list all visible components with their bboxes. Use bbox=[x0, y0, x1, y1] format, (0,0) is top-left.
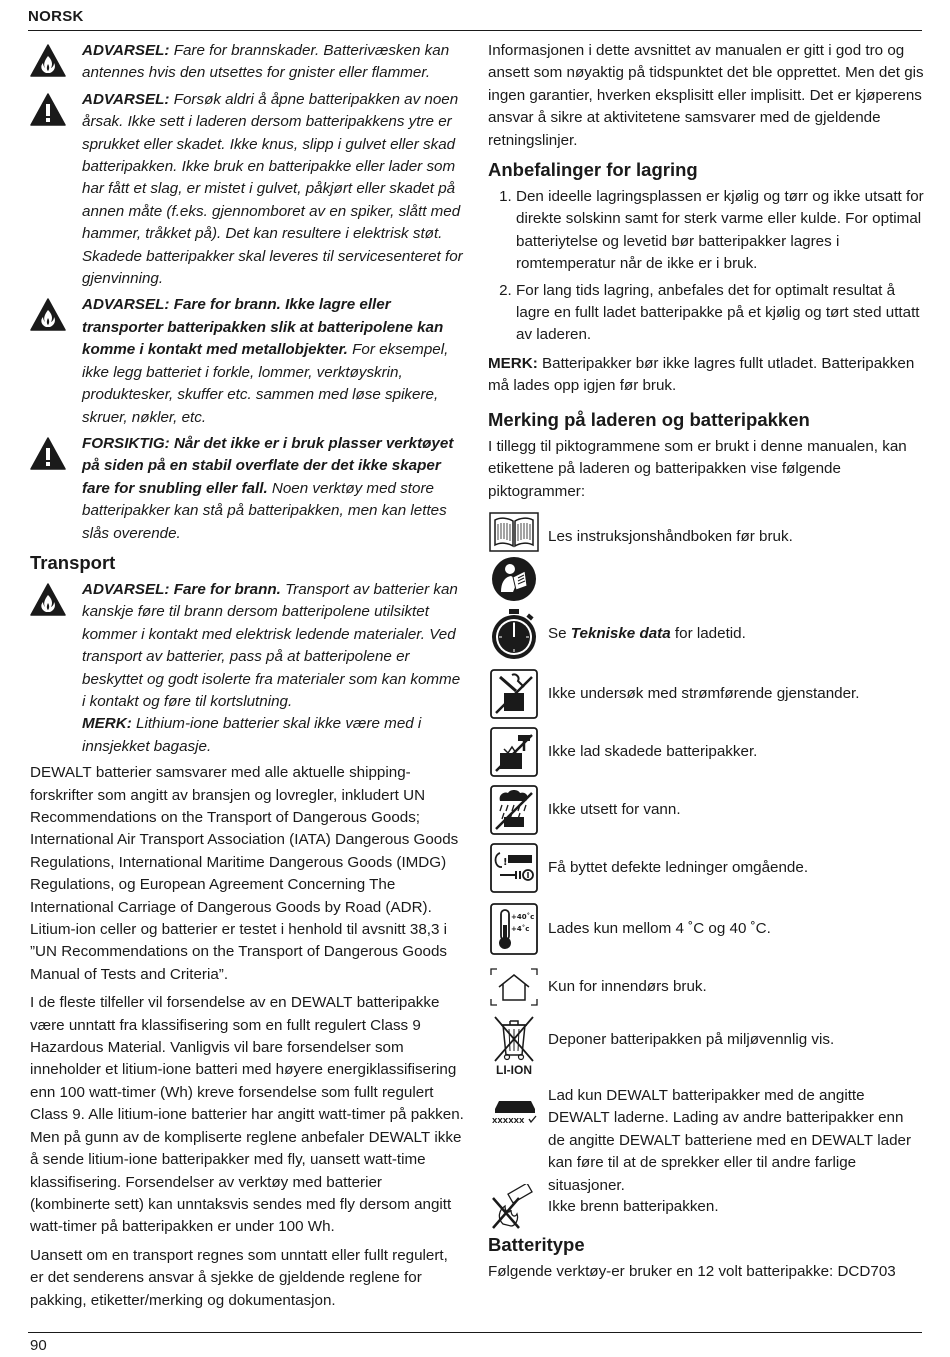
caution-tip-over bbox=[30, 433, 464, 545]
brand-rest: EWALT bbox=[379, 1128, 431, 1146]
shipping-compliance-paragraph bbox=[30, 762, 464, 986]
picto-read-manual bbox=[488, 511, 924, 603]
thermometer-icon bbox=[490, 903, 538, 955]
picto-temperature bbox=[488, 897, 924, 961]
brand-initial: D bbox=[618, 1131, 630, 1149]
note-lead: MERK: bbox=[82, 715, 132, 733]
indoor-house-icon bbox=[489, 967, 539, 1007]
picto-caption: Ikke utsett for vann. bbox=[548, 800, 681, 818]
fire-warning-icon bbox=[30, 44, 66, 77]
caption-text: laderne. Lading av andre batteripakker enn de angitte bbox=[548, 1109, 904, 1149]
header-divider bbox=[28, 30, 922, 31]
stopwatch-icon bbox=[489, 608, 539, 660]
picto-no-probe bbox=[488, 665, 924, 723]
picto-no-damaged bbox=[488, 723, 924, 781]
li-ion-label: LI-ION bbox=[496, 1062, 532, 1077]
picto-caption: Lades kun mellom 4 ˚C og 40 ˚C. bbox=[548, 919, 771, 937]
brand-rest: EWALT bbox=[558, 1109, 610, 1127]
transport-heading: Transport bbox=[30, 551, 116, 573]
brand-initial: D bbox=[30, 764, 41, 782]
warning-transport-fire bbox=[30, 579, 464, 758]
caption-text: lader kan føre til at de sprekker eller til andre farlige situasjoner. bbox=[548, 1131, 912, 1194]
paragraph-text: batterier samsvarer med alle aktuelle shipping-forskrifter som angitt av bransjen og lovregler, inkludert UN Recommendations on the Transport of Dangerous Goods; International Air Transport Association (IATA) Dangerous Goods Regulations, International Maritime Dangerous Goods (IMDG) Regulations, og European Agreement Concerning The International Carriage of Dangerous Goods by Road (ADR). Litium-ion celler og batterier er testet i henhold til avsnitt 38,3 i ”UN Recommendations on the Transport of Dangerous Goods Manual of Tests and Criteria”. bbox=[30, 764, 459, 983]
model-placeholder-label: XXXXXX bbox=[492, 1116, 525, 1125]
exclamation-warning-icon bbox=[30, 437, 66, 470]
brand-initial: D bbox=[606, 1086, 618, 1104]
no-damaged-battery-icon bbox=[490, 727, 538, 777]
storage-heading: Anbefalinger for lagring bbox=[488, 159, 698, 181]
note-text: Lithium-ione batterier skal ikke være med i innsjekket bagasje. bbox=[82, 715, 422, 755]
picto-no-water bbox=[488, 781, 924, 839]
picto-caption: Kun for innendørs bruk. bbox=[548, 977, 707, 995]
warning-open-battery bbox=[30, 89, 464, 291]
picto-caption: Få byttet defekte ledninger omgående. bbox=[548, 858, 809, 876]
no-burn-icon bbox=[489, 1184, 539, 1230]
battery-type-heading: Batteritype bbox=[488, 1233, 585, 1255]
caption-text: Se bbox=[548, 624, 571, 642]
language-header: NORSK bbox=[28, 8, 84, 25]
picto-caption bbox=[548, 1085, 924, 1197]
crossed-bin-icon bbox=[491, 1015, 537, 1063]
footer-divider bbox=[28, 1332, 922, 1333]
charger-battery-icon bbox=[489, 1095, 539, 1125]
picto-dispose bbox=[488, 1013, 924, 1079]
storage-list bbox=[488, 186, 924, 347]
right-column bbox=[488, 40, 924, 1289]
picto-caption: Ikke undersøk med strømførende gjenstander. bbox=[548, 684, 860, 702]
warning-text: Fare for brannskader. Batterivæsken kan antennes hvis den utsettes for gnister eller flammer. bbox=[82, 42, 450, 82]
defective-cord-icon bbox=[490, 843, 538, 893]
caption-text: batteripakker med de angitte bbox=[667, 1086, 865, 1104]
page-number: 90 bbox=[30, 1337, 47, 1354]
paragraph-text: I de fleste tilfeller vil forsendelse av en bbox=[30, 994, 291, 1012]
warning-text: Forsøk aldri å åpne batteripakken av noen årsak. Ikke sett i laderen dersom batteripakkens ytre er sprukket eller skadet. Ikke knus, slipp i gulvet eller skad batteripakken. Ikke bruk en batteripakke eller lader som har fått et slag, er mistet i gulvet, påkjørt eller skadet på annen måte (f.eks. gjennomboret av en spiker, slått med hammer, tråkket på). Det kan resultere i elektrisk støt. Skadede batteripakker skal leveres til servicesenteret for gjenvinning. bbox=[82, 90, 463, 288]
brand-rest: EWALT bbox=[40, 764, 92, 782]
temp-high-label: +40˚c bbox=[511, 912, 535, 921]
marking-intro: I tillegg til piktogrammene som er brukt i denne manualen, kan etikettene på laderen og batteripakken vise følgende piktogrammer: bbox=[488, 437, 907, 500]
brand-initial: D bbox=[811, 1131, 823, 1149]
warning-metal-contact bbox=[30, 294, 464, 428]
brand-rest: EWALT bbox=[629, 1131, 681, 1149]
storage-note bbox=[488, 353, 924, 398]
caption-text: Lad kun bbox=[548, 1086, 607, 1104]
caption-text: batteriene med en bbox=[680, 1131, 812, 1149]
warning-fire-burn bbox=[30, 40, 464, 85]
brand-rest: EWALT bbox=[617, 1086, 668, 1104]
warning-lead: ADVARSEL: Fare for brann. Ikke lagre eller transporter batteripakken slik at batteripolene kan komme i kontakt med metallobjekter. bbox=[82, 296, 444, 359]
note-text: Batteripakker bør ikke lagres fullt utladet. Batteripakken må lades opp igjen før bruk. bbox=[488, 354, 915, 395]
storage-item: 1. Den ideelle lagringsplassen er kjølig og tørr og ikke utsatt for direkte solskinn samt for sterk varme eller kulde. For optimal batteriytelse og levetid bør batteripakker lagres i romtemperatur når de ikke er i bruk. bbox=[516, 186, 924, 276]
open-book-icon bbox=[489, 512, 539, 552]
left-column bbox=[30, 40, 464, 1318]
picto-dewalt-only bbox=[488, 1079, 924, 1194]
paragraph-text: batteripakke være unntatt fra klassifisering som en fullt regulert Class 9 Hazardous Material. Vanligvis vil bare forsendelser som inneholder et litium-ione batteri med høyere energiklassifisering enn 100 watt-timer (Wh) kreve forsendelse som fullt regulert Class 9. Alle litium-ione batterier har angitt watt-timer på pakken. Men på gunn av de kompliserte reglene anbefaler bbox=[30, 994, 464, 1146]
brand-rest: EWALT bbox=[822, 1131, 874, 1149]
classification-paragraph bbox=[30, 992, 464, 1238]
picto-caption: Ikke brenn batteripakken. bbox=[548, 1197, 719, 1215]
no-water-icon bbox=[490, 785, 538, 835]
picto-caption bbox=[548, 623, 924, 645]
brand-rest: EWALT bbox=[301, 994, 353, 1012]
picto-caption: Les instruksjonshåndboken før bruk. bbox=[548, 527, 793, 545]
exclamation-warning-icon bbox=[30, 93, 66, 126]
no-conductive-objects-icon bbox=[490, 669, 538, 719]
brand-initial: D bbox=[290, 994, 302, 1012]
note-lead: MERK: bbox=[488, 354, 538, 372]
warning-lead: ADVARSEL: bbox=[82, 42, 170, 59]
battery-type-text: Følgende verktøy-er bruker en 12 volt batteripakke: DCD703 bbox=[488, 1262, 896, 1280]
disclaimer-paragraph: Informasjonen i dette avsnittet av manualen er gitt i god tro og ansett som nøyaktig på tidspunktet det ble opprettet. Men det gis ingen garantier, hverken eksplisitt eller implisitt. Det er kjøperens ansvar å sikre at aktivitetene samsvarer med de gjeldende retningslinjer. bbox=[488, 42, 924, 149]
caution-text: Noen verktøy med store batteripakker kan stå på batteripakken, men kan lettes slås overende. bbox=[82, 479, 447, 542]
warning-lead: ADVARSEL: bbox=[82, 90, 170, 108]
caption-text: for ladetid. bbox=[670, 624, 746, 642]
fire-warning-icon bbox=[30, 298, 66, 331]
storage-item: 2. For lang tids lagring, anbefales det for optimalt resultat å lagre en fullt ladet batteripakke på et kjølig og tørt sted uttatt av laderen. bbox=[516, 280, 924, 347]
read-manual-icon bbox=[491, 556, 537, 602]
warning-lead: ADVARSEL: Fare for brann. bbox=[82, 580, 281, 598]
caution-lead: FORSIKTIG: Når det ikke er i bruk plasser verktøyet på siden på en stabil overflate der det ikke skaper fare for snubling eller fall. bbox=[82, 434, 454, 497]
brand-initial: D bbox=[548, 1109, 559, 1127]
svg-text:!: ! bbox=[503, 856, 508, 868]
picto-indoor-only bbox=[488, 961, 924, 1013]
technical-data-reference: Tekniske data bbox=[570, 624, 671, 642]
picto-replace-cord bbox=[488, 839, 924, 897]
marking-heading: Merking på laderen og batteripakken bbox=[488, 408, 810, 430]
fire-warning-icon bbox=[30, 583, 66, 616]
sender-responsibility-paragraph: Uansett om en transport regnes som unntatt eller fullt regulert, er det senderens ansvar å sjekke de gjeldende reglene for pakking, etiketter/merking og dokumentasjon. bbox=[30, 1246, 448, 1309]
temp-low-label: +4˚c bbox=[511, 924, 530, 933]
picto-charge-time bbox=[488, 603, 924, 665]
brand-initial: D bbox=[368, 1128, 380, 1146]
warning-text: For eksempel, ikke legg batteriet i forkle, lommer, verktøyskrin, produktesker, skuffer etc. sammen med løse spikere, skruer, nøkler, etc. bbox=[82, 341, 449, 426]
picto-caption: Ikke lad skadede batteripakker. bbox=[548, 742, 758, 760]
paragraph-text: ikke å sende litium-ione batteripakker med fly, uansett watt-time klassifisering. Forsendelser av verktøy med batterier (kombinerte sett) kan unntaksvis sendes med fly dersom angitt watt-timer på batteripakken er under 100 Wh. bbox=[30, 1128, 462, 1236]
warning-text: Transport av batterier kan kanskje føre til brann dersom batteripolene utilsiktet kommer i kontakt med elektrisk ledende materialer. Ved transport av batterier, pass på at batteripolene er beskyttet og godt isolerte fra materialer som kan komme i kontakt og føre til kortslutning. bbox=[82, 580, 461, 710]
picto-caption: Deponer batteripakken på miljøvennlig vis. bbox=[548, 1030, 835, 1048]
